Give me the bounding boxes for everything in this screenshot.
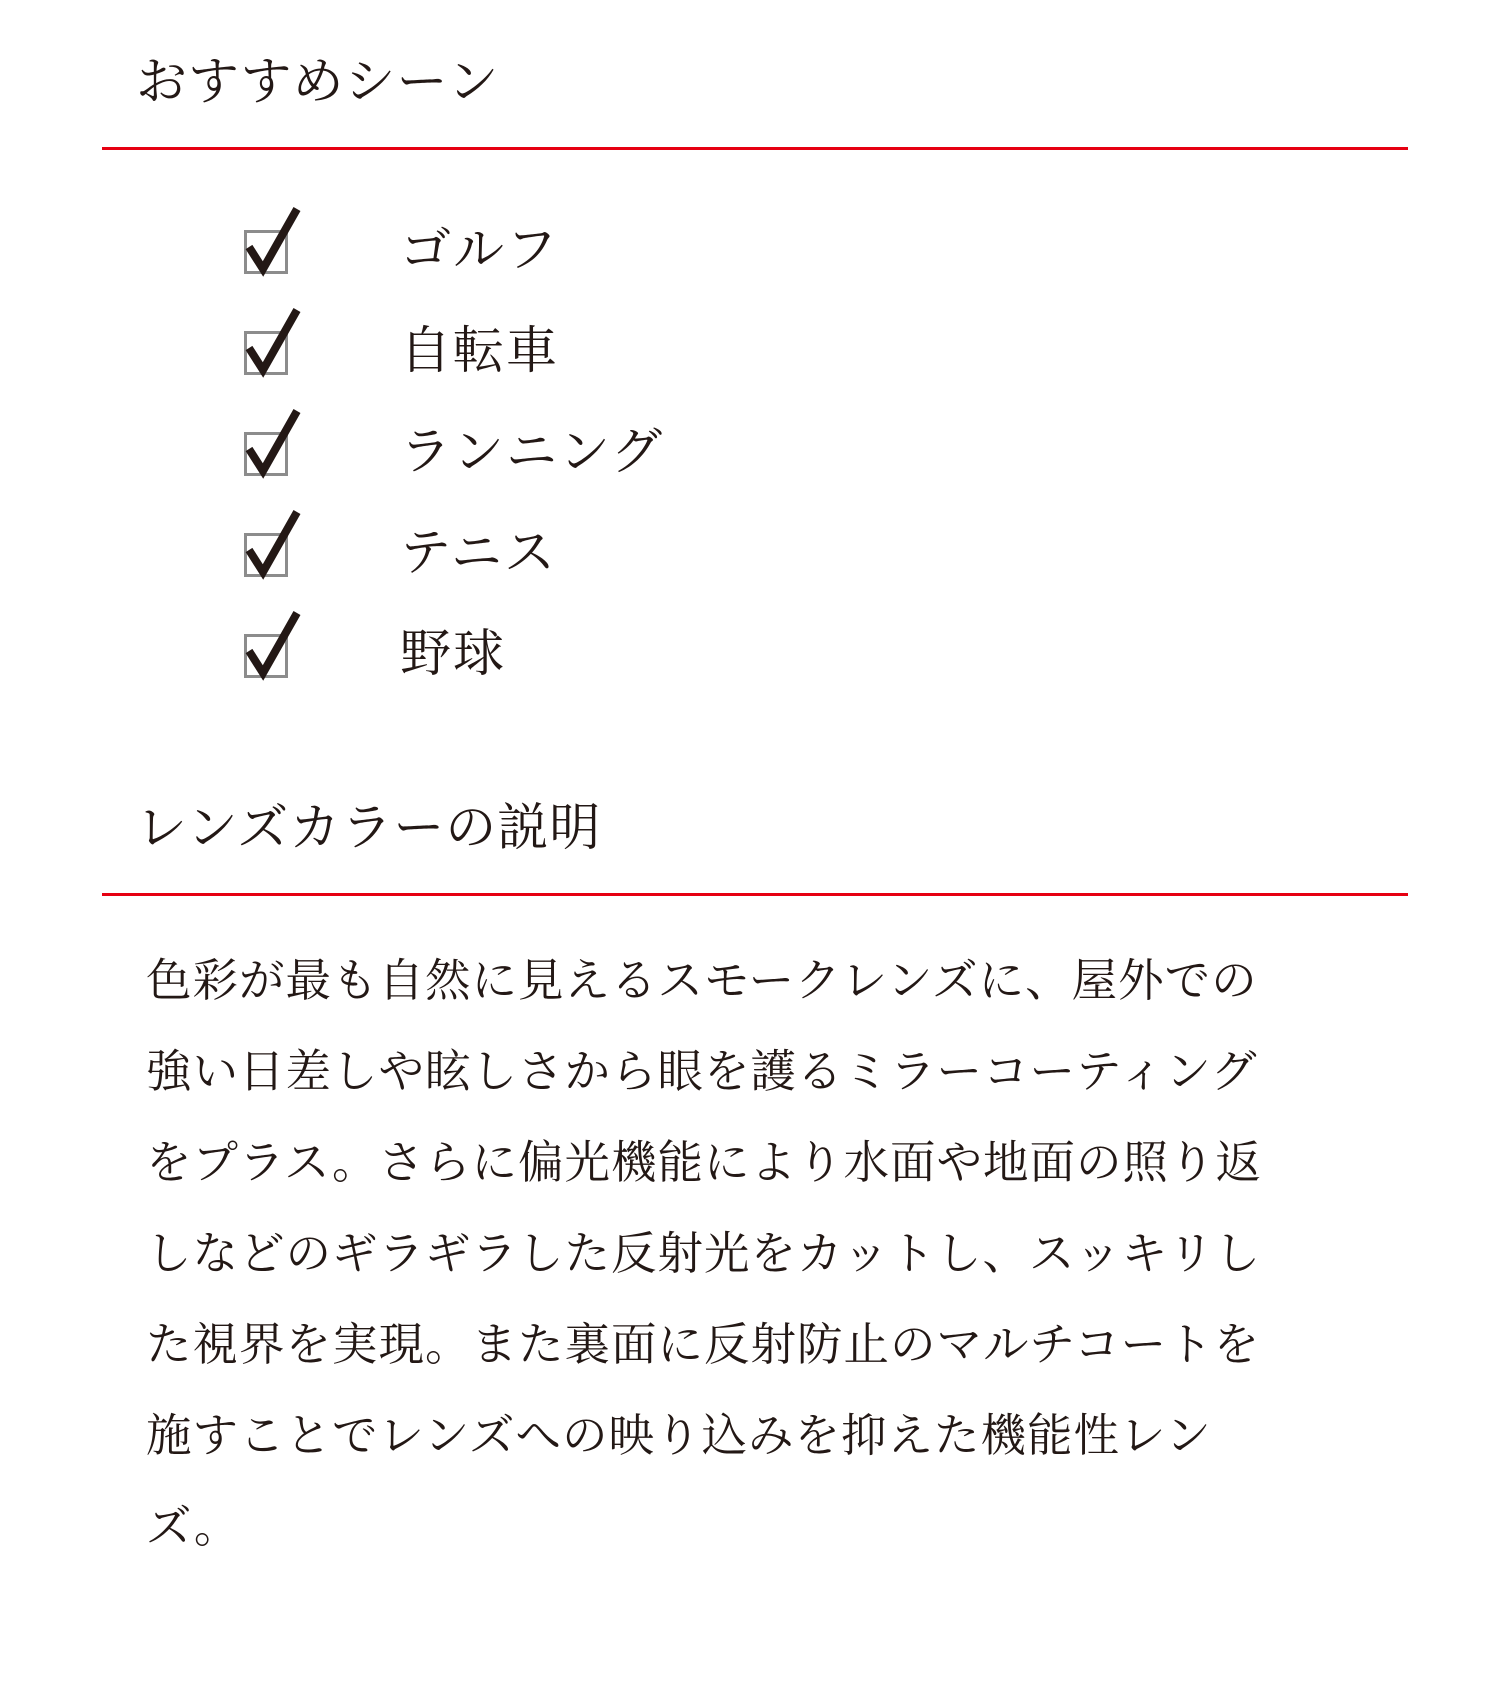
- heading-divider: [102, 147, 1408, 150]
- scene-label: 自転車: [400, 322, 560, 381]
- lens-color-heading: レンズカラーの説明: [136, 799, 602, 858]
- checkbox-checked: [244, 533, 288, 577]
- scene-item-tennis: [244, 493, 664, 594]
- scene-item-bicycle: [244, 291, 664, 392]
- recommended-scenes-heading: おすすめシーン: [136, 53, 500, 112]
- checkbox-checked: [244, 331, 288, 375]
- checkbox-checked: [244, 230, 288, 274]
- scene-item-baseball: [244, 594, 664, 695]
- scene-item-golf: [244, 190, 664, 291]
- checkmark-icon: [245, 207, 301, 271]
- checkmark-icon: [245, 611, 301, 675]
- checkmark-icon: [245, 308, 301, 372]
- lens-color-description: 色彩が最も自然に見えるスモークレンズに、屋外での 強い日差しや眩しさから眼を護るミラーコーティング をプラス。さらに偏光機能により水面や地面の照り返 しなどのギラギラした反射光をカットし、スッキリし た視界を実現。また裏面に反射防止のマルチコートを 施すことでレンズへの映り込みを抑えた機能性レン ズ。: [146, 954, 1263, 1553]
- checkmark-icon: [245, 510, 301, 574]
- scene-label: テニス: [400, 524, 557, 583]
- scene-item-running: [244, 392, 664, 493]
- checkbox-checked: [244, 634, 288, 678]
- scene-label: ゴルフ: [400, 221, 560, 280]
- recommended-scenes-list: [244, 190, 664, 695]
- scene-label: ランニング: [400, 423, 664, 482]
- scene-label: 野球: [400, 625, 507, 684]
- heading-divider: [102, 893, 1408, 896]
- checkmark-icon: [245, 409, 301, 473]
- checkbox-checked: [244, 432, 288, 476]
